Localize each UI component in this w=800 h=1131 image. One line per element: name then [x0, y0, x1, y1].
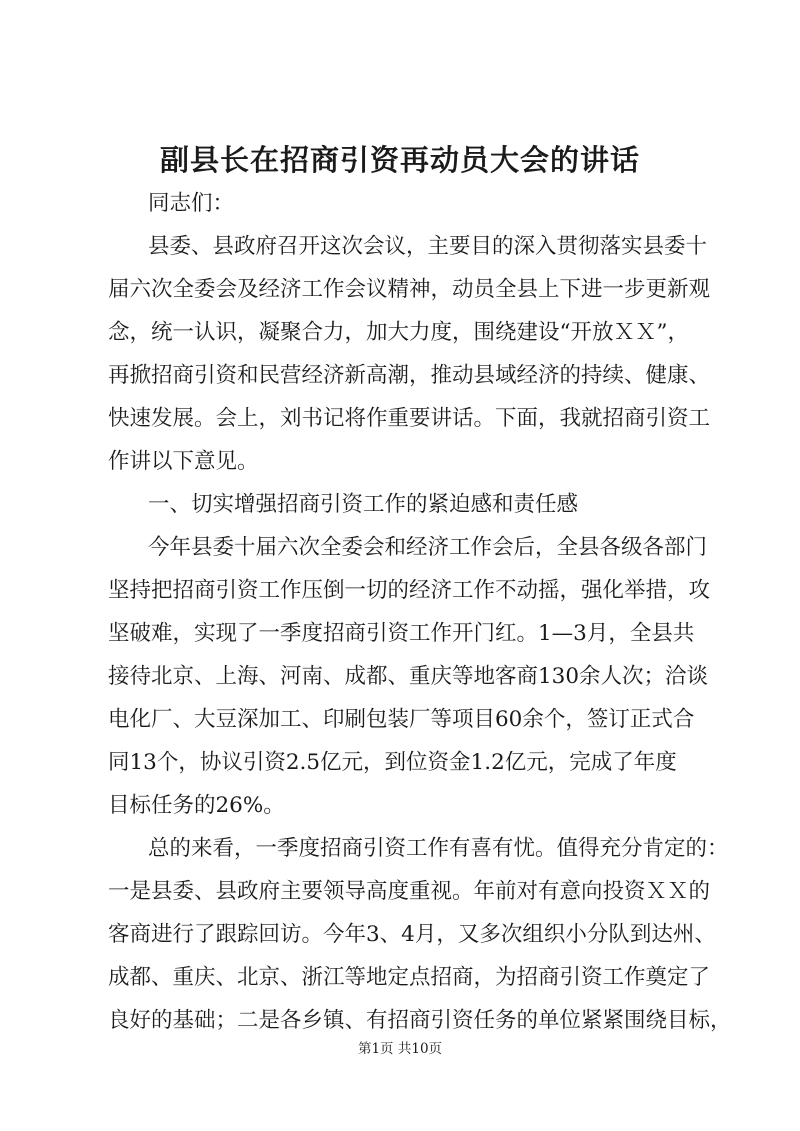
paragraph-line: 今年县委十届六次全委会和经济工作会后，全县各级各部门 — [148, 535, 708, 560]
paragraph-line: 再掀招商引资和民营经济新高潮，推动县域经济的持续、健康、 — [108, 363, 711, 388]
paragraph-line: 同13个，协议引资2.5亿元，到位资金1.2亿元，完成了年度 — [108, 750, 677, 775]
paragraph-line: 总的来看，一季度招商引资工作有喜有忧。值得充分肯定的： — [148, 836, 729, 861]
paragraph-line: 念，统一认识，凝聚合力，加大力度，围绕建设“开放ＸＸ”， — [108, 320, 689, 345]
salutation-line: 同志们： — [148, 191, 235, 216]
paragraph-line: 坚破难，实现了一季度招商引资工作开门红。1—3月，全县共 — [108, 621, 695, 646]
paragraph-line: 作讲以下意见。 — [108, 449, 259, 474]
page-footer: 第1页 共10页 — [357, 1041, 443, 1057]
paragraph-line: 届六次全委会及经济工作会议精神，动员全县上下进一步更新观 — [108, 277, 711, 302]
paragraph-line: 县委、县政府召开这次会议，主要目的深入贯彻落实县委十 — [148, 234, 708, 259]
paragraph-line: 目标任务的26%。 — [108, 793, 285, 818]
paragraph-line: 客商进行了跟踪回访。今年3、4月，又多次组织小分队到达州、 — [108, 922, 716, 947]
paragraph-line: 坚持把招商引资工作压倒一切的经济工作不动摇，强化举措，攻 — [108, 578, 711, 603]
paragraph-line: 电化厂、大豆深加工、印刷包装厂等项目60余个，签订正式合 — [108, 707, 695, 732]
paragraph-line: 接待北京、上海、河南、成都、重庆等地客商130余人次；洽谈 — [108, 664, 709, 689]
paragraph-line: 成都、重庆、北京、浙江等地定点招商，为招商引资工作奠定了 — [108, 965, 711, 990]
paragraph-line: 良好的基础；二是各乡镇、有招商引资任务的单位紧紧围绕目标， — [108, 1008, 732, 1033]
document-title: 副县长在招商引资再动员大会的讲话 — [159, 143, 640, 177]
section-heading: 一、切实增强招商引资工作的紧迫感和责任感 — [148, 492, 579, 517]
paragraph-line: 快速发展。会上，刘书记将作重要讲话。下面，我就招商引资工 — [108, 406, 711, 431]
paragraph-line: 一是县委、县政府主要领导高度重视。年前对有意向投资ＸＸ的 — [108, 879, 711, 904]
